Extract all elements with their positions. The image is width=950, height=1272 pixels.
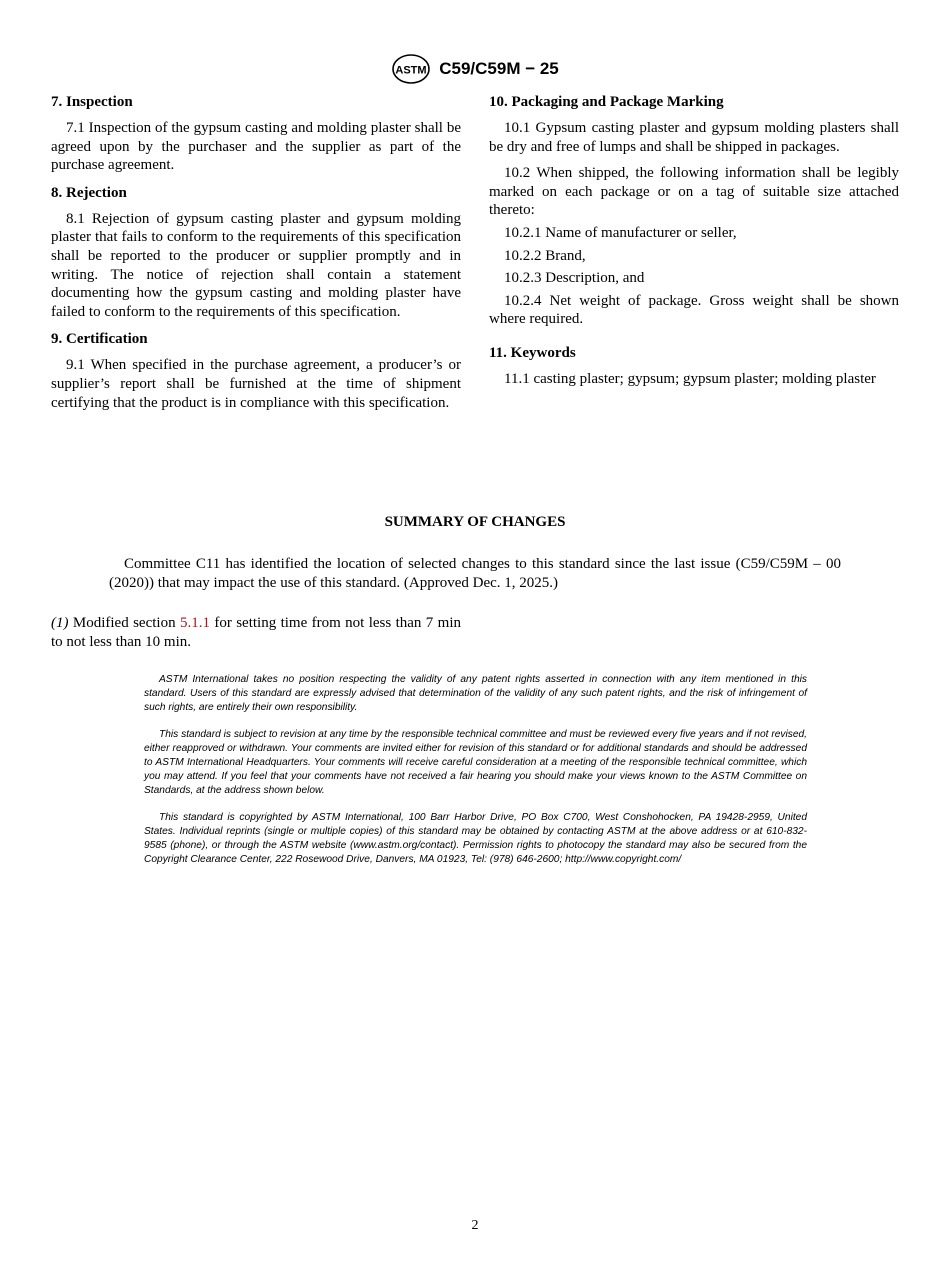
section-heading: 8. Rejection (51, 184, 127, 201)
standard-designation: C59/C59M − 25 (439, 59, 559, 78)
astm-logo (391, 53, 431, 85)
section-heading: 10. Packaging and Package Marking (489, 94, 724, 110)
paragraph: 8.1 Rejection of gypsum casting plaster and gypsum molding plaster that fails to conform to the requirements of this specification shall be reported to the producer or supplier promptly and in writing. The notice of rejection shall contain a statement documenting how the gypsum casting and molding plaster have failed to conform to the requirements of this specification. (51, 210, 461, 320)
section-inspection (51, 92, 461, 175)
paragraph: 7.1 Inspection of the gypsum casting and molding plaster shall be agreed upon by the purchaser and the supplier as part of the purchase agreement. (51, 120, 461, 174)
page-number: 2 (471, 1218, 479, 1233)
list-item: 10.2.4 Net weight of package. Gross weight shall be shown where required. (489, 292, 899, 328)
section-link[interactable]: 5.1.1 (179, 615, 210, 631)
section-heading: 9. Certification (51, 331, 148, 348)
left-column (51, 92, 461, 420)
page-header (0, 52, 950, 86)
change-item (51, 614, 461, 652)
list-item: 10.2.2 Brand, (504, 247, 586, 264)
paragraph: 11.1 casting plaster; gypsum; gypsum plaster; molding plaster (504, 370, 876, 387)
paragraph: 9.1 When specified in the purchase agreement, a producer’s or supplier’s report shall be furnished at the time of shipment certifying that the product is in compliance with this specification. (51, 357, 461, 411)
section-certification (51, 329, 461, 412)
list-item: 10.2.1 Name of manufacturer or seller, (504, 224, 737, 241)
section-heading: 7. Inspection (51, 94, 133, 110)
list-item: 10.2.3 Description, and (504, 270, 645, 287)
change-text: for setting time from not less than 7 min to not less than 10 min. (51, 615, 461, 650)
paragraph: 10.2 When shipped, the following information shall be legibly marked on each package or on a tag of suitable size attached thereto: (489, 165, 899, 219)
change-text: Modified section (68, 615, 180, 631)
copyright-notice: This standard is copyrighted by ASTM International, 100 Barr Harbor Drive, PO Box C700, West Conshohocken, PA 19428-2959, United States. Individual reprints (single or multiple copies) of this standard may be obtained by contacting ASTM at the above address or at 610-832-9585 (phone), or through the ASTM website (www.astm.org/contact). Permission rights to photocopy the standard may also be secured from the Copyright Clearance Center, 222 Rosewood Drive, Danvers, MA 01923, Tel: (978) 646-2600; http://www.copyright.com/ (144, 812, 807, 865)
change-number: (1) (51, 615, 69, 631)
paragraph: 10.1 Gypsum casting plaster and gypsum molding plasters shall be dry and free of lumps and shall be shipped in packages. (489, 120, 899, 155)
section-keywords (489, 343, 899, 389)
astm-logo-text: ASTM (395, 64, 427, 77)
patent-notice: ASTM International takes no position respecting the validity of any patent rights asserted in connection with any item mentioned in this standard. Users of this standard are expressly advised that determination of the validity of any such patent rights, and the risk of infringement of such rights, are entirely their own responsibility. (144, 674, 807, 713)
notices (144, 673, 807, 880)
revision-notice: This standard is subject to revision at any time by the responsible technical committee and must be reviewed every five years and if not revised, either reapproved or withdrawn. Your comments are invited either for revision of this standard or for additional standards and should be addressed to ASTM International Headquarters. Your comments will receive careful consideration at a meeting of the responsible technical committee, which you may attend. If you feel that your comments have not received a fair hearing you should make your views known to the ASTM Committee on Standards, at the address shown below. (144, 729, 807, 796)
summary-intro: Committee C11 has identified the location of selected changes to this standard since the last issue (C59/C59M – 00 (2020)) that may impact the use of this standard. (Approved Dec. 1, 2025.) (109, 556, 841, 591)
section-heading: 11. Keywords (489, 344, 576, 361)
section-rejection (51, 183, 461, 322)
summary-title: SUMMARY OF CHANGES (384, 514, 566, 530)
section-packaging (489, 92, 899, 329)
right-column (489, 92, 899, 397)
